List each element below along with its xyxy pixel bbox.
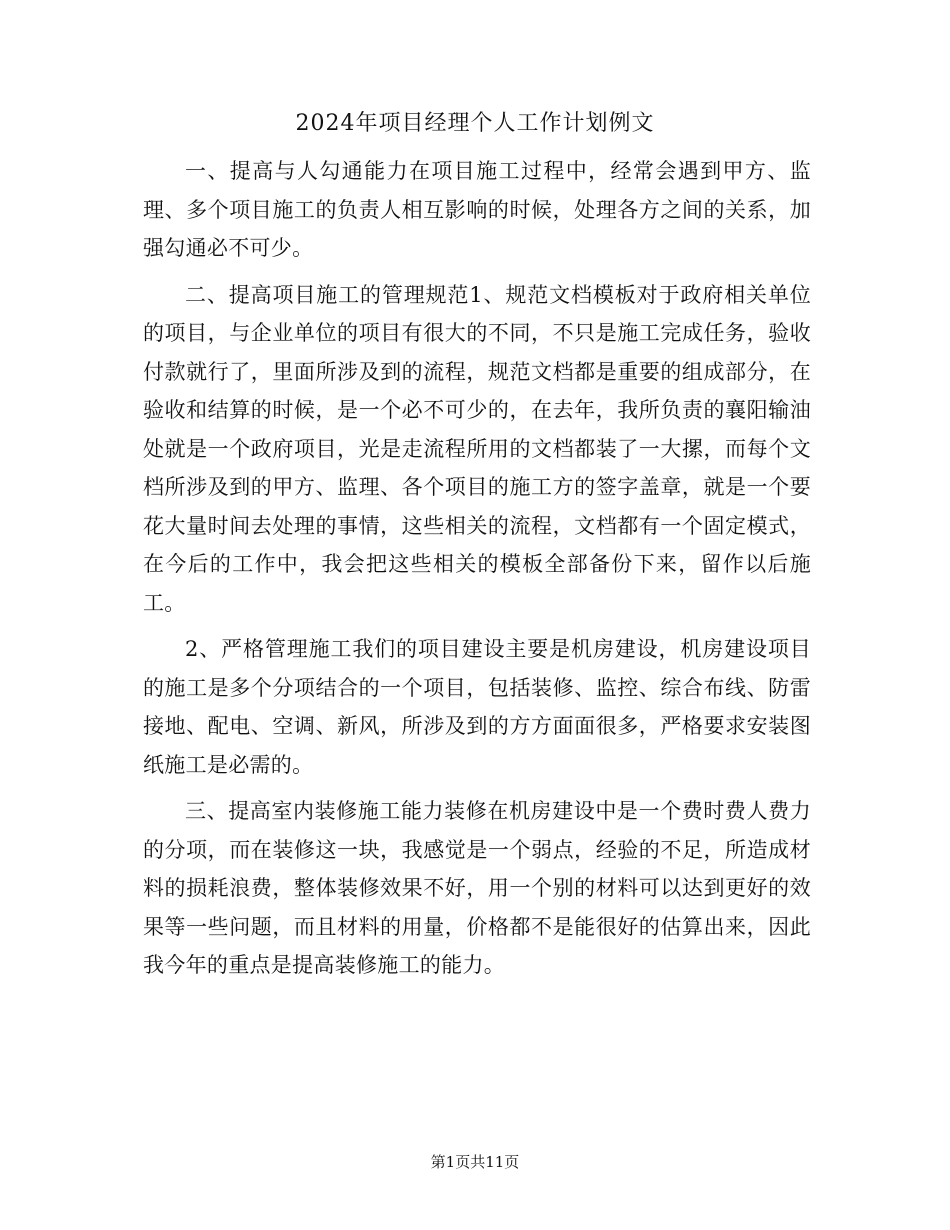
page-number-footer: 第1页共11页 (430, 1153, 520, 1171)
paragraph-strict-construction: 2、严格管理施工我们的项目建设主要是机房建设，机房建设项目的施工是多个分项结合的一个项目，包括装修、监控、综合布线、防雷接地、配电、空调、新风，所涉及到的方方面面很多，严格要求安装图纸施工是必需的。 (143, 637, 811, 777)
paragraph-communication: 一、提高与人勾通能力在项目施工过程中，经常会遇到甲方、监理、多个项目施工的负责人相互影响的时候，处理各方之间的关系，加强勾通必不可少。 (143, 159, 811, 260)
document-title: 2024年项目经理个人工作计划例文 (295, 111, 655, 136)
paragraph-management-standards: 二、提高项目施工的管理规范1、规范文档模板对于政府相关单位的项目，与企业单位的项目有很大的不同，不只是施工完成任务，验收付款就行了，里面所涉及到的流程，规范文档都是重要的组成部分，在验收和结算的时候，是一个必不可少的，在去年，我所负责的襄阳输油处就是一个政府项目，光是走流程所用的文档都装了一大摞，而每个文档所涉及到的甲方、监理、各个项目的施工方的签字盖章，就是一个要花大量时间去处理的事情，这些相关的流程，文档都有一个固定模式，在今后的工作中，我会把这些相关的模板全部备份下来，留作以后施工。 (143, 282, 811, 615)
document-body (143, 152, 811, 993)
paragraph-interior-decoration: 三、提高室内装修施工能力装修在机房建设中是一个费时费人费力的分项，而在装修这一块，我感觉是一个弱点，经验的不足，所造成材料的损耗浪费，整体装修效果不好，用一个别的材料可以达到更好的效果等一些问题，而且材料的用量，价格都不是能很好的估算出来，因此我今年的重点是提高装修施工的能力。 (143, 799, 811, 977)
